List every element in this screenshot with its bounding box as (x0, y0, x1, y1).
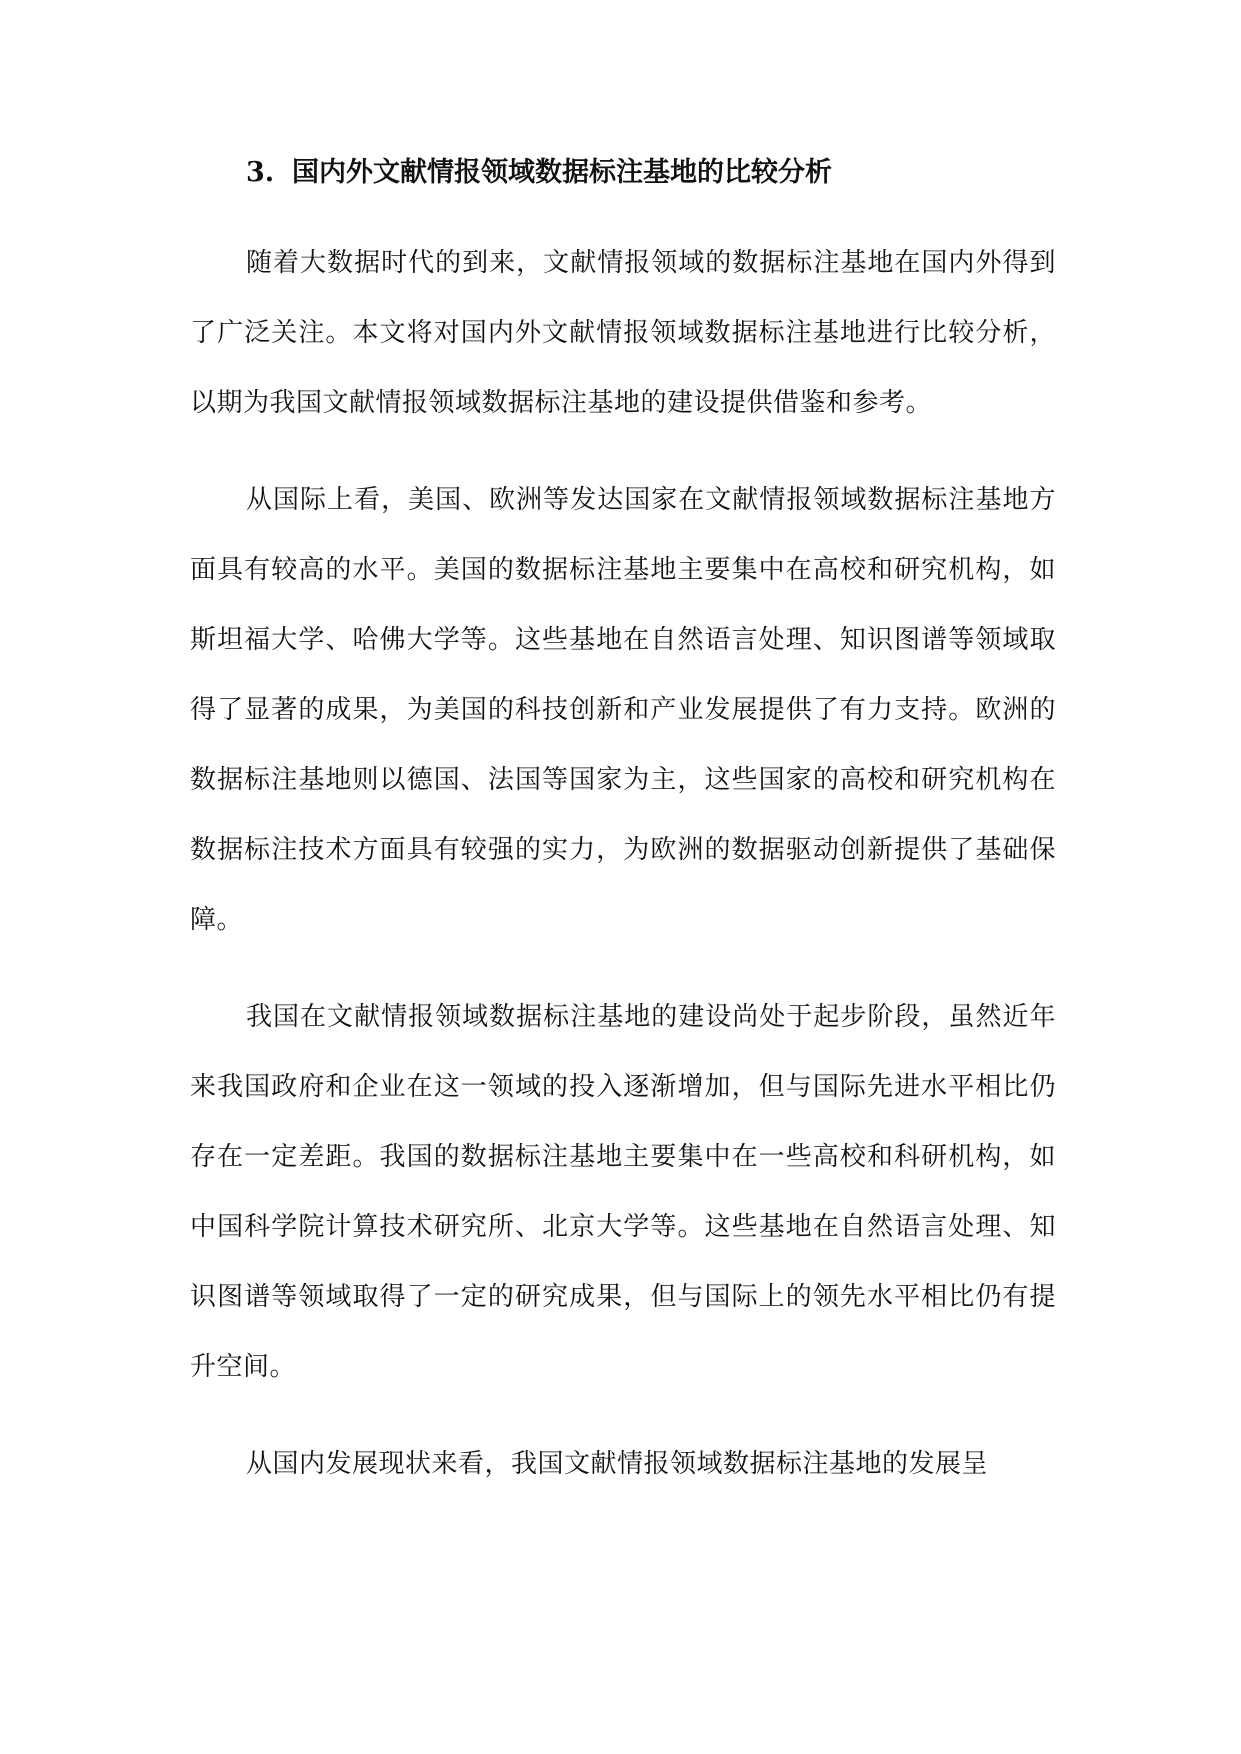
paragraph-4: 从国内发展现状来看，我国文献情报领域数据标注基地的发展呈 (246, 1449, 989, 1479)
paragraph-2: 从国际上看，美国、欧洲等发达国家在文献情报领域数据标注基地方面具有较高的水平。美国的数据标注基地主要集中在高校和研究机构，如斯坦福大学、哈佛大学等。这些基地在自然语言处理、知识图谱等领域取得了显著的成果，为美国的科技创新和产业发展提供了有力支持。欧洲的数据标注基地则以德国、法国等国家为主，这些国家的高校和研究机构在数据标注技术方面具有较强的实力，为欧洲的数据驱动创新提供了基础保障。 (190, 485, 1056, 935)
paragraph-3: 我国在文献情报领域数据标注基地的建设尚处于起步阶段，虽然近年来我国政府和企业在这一领域的投入逐渐增加，但与国际先进水平相比仍存在一定差距。我国的数据标注基地主要集中在一些高校和科研机构，如中国科学院计算技术研究所、北京大学等。这些基地在自然语言处理、知识图谱等领域取得了一定的研究成果，但与国际上的领先水平相比仍有提升空间。 (190, 1002, 1056, 1382)
section-heading (190, 145, 1056, 201)
paragraph-1: 随着大数据时代的到来，文献情报领域的数据标注基地在国内外得到了广泛关注。本文将对国内外文献情报领域数据标注基地进行比较分析，以期为我国文献情报领域数据标注基地的建设提供借鉴和参考。 (190, 248, 1056, 418)
section-title: 国内外文献情报领域数据标注基地的比较分析 (292, 157, 832, 188)
section-number: 3. (246, 157, 275, 188)
document-body (190, 145, 1056, 1499)
